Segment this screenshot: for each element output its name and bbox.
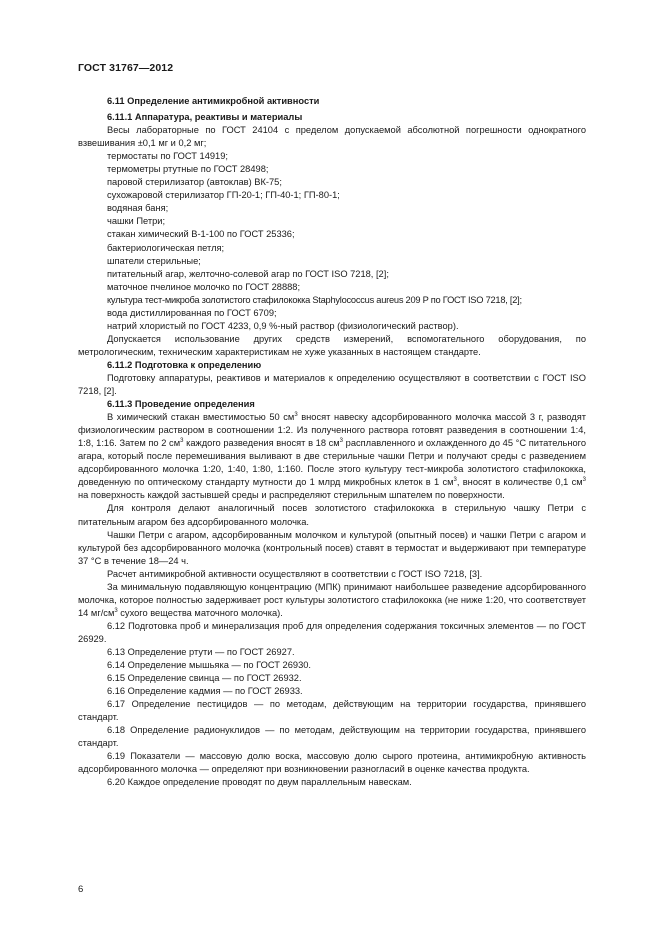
text-run: вносят навеску адсорбированного молочка массой 3 г, разводят физиологическим раствором в соотношении 1:2. Из полученного раствора готовят разведения в соотношении 1:4, 1:8, 1:16. Затем по 2 см (78, 412, 587, 449)
list-item: Весы лабораторные по ГОСТ 24104 с пределом допускаемой абсолютной погрешности однократного взвешивания ±0,1 мг и 0,2 мг; (78, 125, 586, 149)
text-run: каждого разведения вносят в 18 см (183, 438, 340, 449)
list-item: паровой стерилизатор (автоклав) ВК-75; (107, 177, 282, 188)
superscript: 3 (453, 477, 457, 484)
superscript: 3 (294, 412, 298, 419)
list-item: бактериологическая петля; (107, 242, 225, 253)
list-item: стакан химический В-1-100 по ГОСТ 25336; (107, 229, 295, 240)
paragraph: Подготовку аппаратуры, реактивов и материалов к определению осуществляют в соответствии с ГОСТ ISO 7218, [2]. (78, 372, 586, 397)
document-header: ГОСТ 31767—2012 (78, 62, 174, 74)
text-run: на поверхность каждой застывшей среды и распределяют стерильным шпателем по поверхности. (78, 490, 505, 501)
document-body (78, 95, 586, 789)
page-number: 6 (78, 884, 84, 895)
section-heading: 6.11 Определение антимикробной активности (107, 96, 320, 106)
paragraph: 6.19 Показатели — массовую долю воска, массовую долю сырого протеина, антимикробную активность адсорбированного молочка — определяют при возникновении разногласий в оценке качества продукта. (78, 751, 586, 775)
text-run: , вносят в количестве 0,1 см (456, 477, 583, 488)
list-item: термометры ртутные по ГОСТ 28498; (107, 164, 269, 175)
list-item: культура тест-микроба золотистого стафилококка Staphylococcus aureus 209 P по ГОСТ ISO 7218, [2]; (107, 294, 522, 305)
subsection-heading: 6.11.1 Аппаратура, реактивы и материалы (107, 112, 303, 123)
paragraph: Для контроля делают аналогичный посев золотистого стафилококка в стерильную чашку Петри с питательным агаром без адсорбированного молочка. (78, 503, 586, 527)
paragraph: Допускается использование других средств измерений, вспомогательного оборудования, по метрологическим, техническим характеристикам не хуже указанных в настоящем стандарте. (78, 333, 586, 357)
paragraph: 6.16 Определение кадмия — по ГОСТ 26933. (107, 686, 303, 697)
paragraph (78, 411, 586, 502)
paragraph: 6.17 Определение пестицидов — по методам, действующим на территории государства, принявшего стандарт. (78, 699, 586, 723)
list-item: шпатели стерильные; (107, 255, 201, 266)
superscript: 3 (582, 477, 586, 484)
superscript: 3 (339, 438, 344, 445)
superscript: 3 (114, 607, 118, 614)
list-item: вода дистиллированная по ГОСТ 6709; (107, 307, 277, 318)
list-item: термостаты по ГОСТ 14919; (107, 151, 228, 162)
text-run: За минимальную подавляющую концентрацию (МПК) принимают наибольшее разведение адсорбированного молочка, которое полностью задерживает рост культуры золотистого стафилококка (не ниже 1:20, что соответствует 14 мг/см (78, 581, 586, 618)
list-item: питательный агар, желточно-солевой агар по ГОСТ ISO 7218, [2]; (107, 268, 389, 279)
list-item: чашки Петри; (107, 216, 166, 227)
paragraph: 6.18 Определение радионуклидов — по методам, действующим на территории государства, принявшего стандарт. (78, 725, 586, 749)
paragraph: 6.14 Определение мышьяка — по ГОСТ 26930. (107, 660, 311, 671)
paragraph: 6.13 Определение ртути — по ГОСТ 26927. (107, 646, 295, 657)
paragraph: Расчет антимикробной активности осуществляют в соответствии с ГОСТ ISO 7218, [3]. (107, 568, 483, 579)
paragraph: 6.20 Каждое определение проводят по двум параллельным навескам. (107, 777, 412, 788)
list-item: маточное пчелиное молочко по ГОСТ 28888; (107, 281, 301, 292)
text-run: сухого вещества маточного молочка). (117, 607, 283, 618)
list-item: сухожаровой стерилизатор ГП-20-1; ГП-40-1; ГП-80-1; (107, 190, 340, 201)
paragraph: 6.15 Определение свинца — по ГОСТ 26932. (107, 673, 302, 684)
list-item: водяная баня; (107, 203, 169, 214)
paragraph: Чашки Петри с агаром, адсорбированным молочком и культурой (опытный посев) и чашки Петри с агаром и культурой без адсорбированного молочка (контрольный посев) ставят в термостат и выдерживают при температуре 37 °С в течение 18—24 ч. (78, 529, 586, 566)
paragraph (78, 581, 586, 620)
text-run: В химический стакан вместимостью 50 см (107, 412, 295, 423)
text-run: расплавленного и охлажденного до 45 °С питательного агара, который после перемешивания выливают в две стерильные чашки Петри и получают среды с разведением адсорбированного молочка 1:20, 1:40, 1:80, 1:160. После этого культуру тест-микроба золотистого стафилококка, доведенную по оптическому стандарту мутности до 1 млрд микробных клеток в 1 см (78, 438, 587, 488)
superscript: 3 (180, 438, 184, 445)
subsection-heading: 6.11.3 Проведение определения (107, 399, 255, 410)
list-item: натрий хлористый по ГОСТ 4233, 0,9 %-ный раствор (физиологический раствор). (107, 320, 459, 331)
paragraph: 6.12 Подготовка проб и минерализация проб для определения содержания токсичных элементов — по ГОСТ 26929. (78, 620, 586, 644)
subsection-heading: 6.11.2 Подготовка к определению (107, 359, 262, 370)
